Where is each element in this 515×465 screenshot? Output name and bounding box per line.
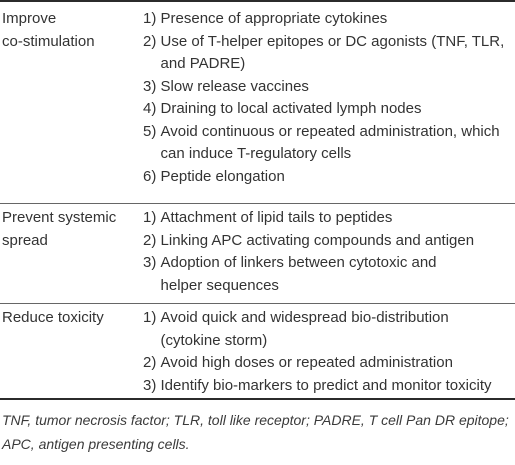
table-footnote: TNF, tumor necrosis factor; TLR, toll like receptor; PADRE, T cell Pan DR epitope; APC, antigen presenting cells. <box>2 412 509 452</box>
list-item: 1) Avoid quick and widespread bio-distribution (cytokine storm) <box>143 309 449 349</box>
list-item: 2) Use of T-helper epitopes or DC agonists (TNF, TLR, and PADRE) <box>143 32 505 72</box>
list-item: 1) Presence of appropriate cytokines <box>143 10 388 27</box>
row-items-prevent-systemic-spread <box>143 207 515 297</box>
row-divider <box>0 303 515 304</box>
list-item: 2) Avoid high doses or repeated administration <box>143 354 453 371</box>
row-items-reduce-toxicity <box>143 307 515 397</box>
row-items-improve-co-stimulation <box>143 8 515 188</box>
list-item: 3) Adoption of linkers between cytotoxic and helper sequences <box>143 254 437 294</box>
table-bottom-rule <box>0 398 515 400</box>
row-category-reduce-toxicity: Reduce toxicity <box>2 309 104 326</box>
list-item: 6) Peptide elongation <box>143 167 285 185</box>
list-item: 4) Draining to local activated lymph nodes <box>143 100 422 117</box>
list-item: 1) Attachment of lipid tails to peptides <box>143 209 393 226</box>
list-item: 5) Avoid continuous or repeated administration, which can induce T-regulatory cells <box>143 122 500 162</box>
row-category-prevent-systemic-spread: Prevent systemic spread <box>2 209 117 249</box>
row-category-improve-co-stimulation: Improve co-stimulation <box>2 10 95 50</box>
list-item: 3) Identify bio-markers to predict and monitor toxicity <box>143 376 492 394</box>
list-item: 2) Linking APC activating compounds and antigen <box>143 231 475 249</box>
row-divider <box>0 203 515 204</box>
table-top-rule <box>0 0 515 2</box>
list-item: 3) Slow release vaccines <box>143 77 309 95</box>
